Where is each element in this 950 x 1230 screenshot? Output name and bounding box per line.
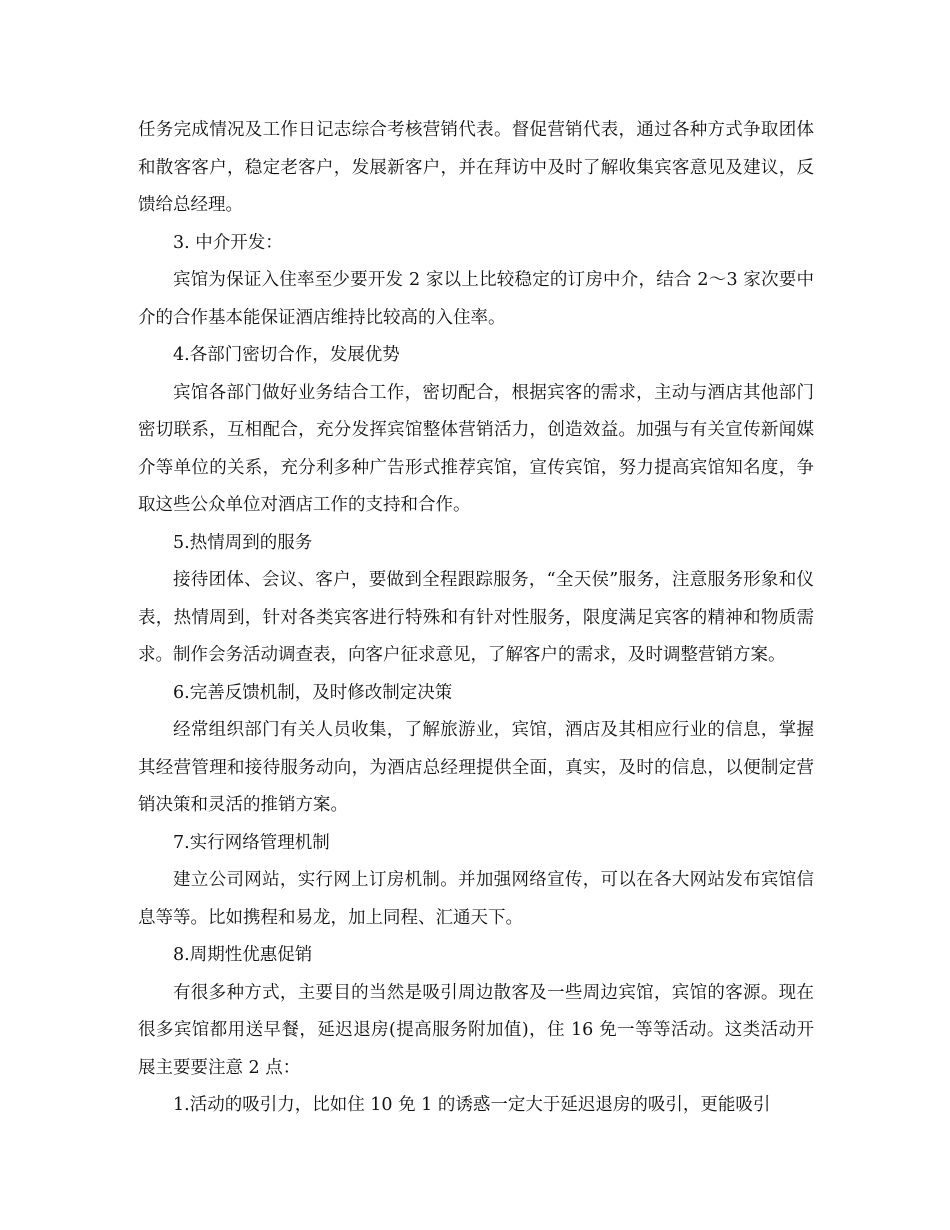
paragraph-continuation: 任务完成情况及工作日记志综合考核营销代表。督促营销代表，通过各种方式争取团体和散客客户，稳定老客户，发展新客户，并在拜访中及时了解收集宾客意见及建议，反馈给总经理。 [138, 120, 814, 215]
paragraph-promotion: 有很多种方式，主要目的当然是吸引周边散客及一些周边宾馆，宾馆的客源。现在很多宾馆都用送早餐，延迟退房(提高服务附加值)，住 16 免一等等活动。这类活动开展主要要注意 2 点： [138, 982, 814, 1078]
paragraph-agency-development: 宾馆为保证入住率至少要开发 2 家以上比较稳定的订房中介，结合 2～3 家次要中介的合作基本能保证酒店维持比较高的入住率。 [138, 270, 814, 328]
section-heading-7: 7.实行网络管理机制 [173, 832, 330, 853]
paragraph-promotion-point-1: 1.活动的吸引力，比如住 10 免 1 的诱惑一定大于延迟退房的吸引，更能吸引 [173, 1095, 771, 1115]
section-heading-8: 8.周期性优惠促销 [173, 945, 313, 965]
paragraph-network: 建立公司网站，实行网上订房机制。并加强网络宣传，可以在各大网站发布宾馆信息等等。比如携程和易龙，加上同程、汇通天下。 [138, 870, 814, 928]
document-body [138, 112, 814, 1125]
section-heading-3: 3. 中介开发： [173, 232, 283, 253]
paragraph-department-cooperation: 宾馆各部门做好业务结合工作，密切配合，根据宾客的需求，主动与酒店其他部门密切联系，互相配合，充分发挥宾馆整体营销活力，创造效益。加强与有关宣传新闻媒介等单位的关系，充分利多种广告形式推荐宾馆，宣传宾馆，努力提高宾馆知名度，争取这些公众单位对酒店工作的支持和合作。 [138, 382, 814, 515]
section-heading-4: 4.各部门密切合作，发展优势 [173, 345, 400, 365]
section-heading-5: 5.热情周到的服务 [173, 532, 313, 553]
section-heading-6: 6.完善反馈机制，及时修改制定决策 [173, 682, 453, 703]
paragraph-service: 接待团体、会议、客户，要做到全程跟踪服务，“全天侯”服务，注意服务形象和仪表，热情周到，针对各类宾客进行特殊和有针对性服务，限度满足宾客的精神和物质需求。制作会务活动调查表，向客户征求意见，了解客户的需求，及时调整营销方案。 [138, 570, 814, 665]
paragraph-feedback: 经常组织部门有关人员收集，了解旅游业，宾馆，酒店及其相应行业的信息，掌握其经营管理和接待服务动向，为酒店总经理提供全面，真实，及时的信息，以便制定营销决策和灵活的推销方案。 [138, 720, 814, 815]
